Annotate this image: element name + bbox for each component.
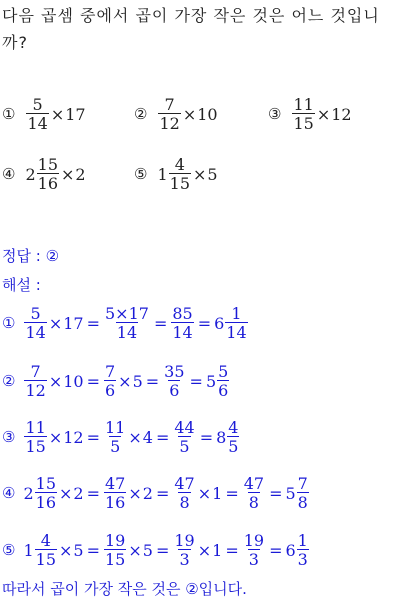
denominator: 6: [169, 381, 180, 400]
option-number: ⑤: [134, 165, 148, 183]
numerator: 35: [164, 362, 185, 381]
fraction: [225, 305, 247, 341]
denominator: 6: [218, 381, 229, 400]
numerator: 15: [35, 474, 56, 493]
fraction: [37, 156, 59, 192]
multiplier: 5: [142, 540, 153, 560]
fraction: [227, 419, 239, 455]
option-3[interactable]: [268, 96, 352, 132]
denominator: 16: [35, 493, 56, 512]
denominator: 14: [27, 114, 48, 133]
denominator: 14: [116, 323, 138, 342]
equals-sign: =: [189, 371, 203, 391]
fraction: [297, 532, 309, 568]
denominator: 3: [179, 550, 190, 569]
numerator: 19: [243, 531, 265, 550]
times-sign: ×: [59, 483, 73, 503]
whole-part: 1: [157, 164, 168, 184]
option-4[interactable]: [2, 156, 134, 192]
multiplier: 12: [331, 104, 352, 124]
fraction: [171, 305, 193, 341]
numerator: 7: [104, 362, 116, 381]
multiplier: 4: [142, 427, 153, 447]
denominator: 14: [226, 323, 247, 342]
fraction: [35, 475, 57, 511]
equals-sign: =: [145, 371, 160, 391]
options-row-1: [2, 96, 352, 132]
denominator: 16: [37, 174, 58, 193]
whole-part: 2: [25, 164, 36, 184]
fraction: [24, 305, 46, 341]
numerator: 7: [164, 95, 175, 114]
multiplier: 1: [212, 540, 223, 560]
equals-sign: =: [269, 483, 283, 503]
fraction: [158, 96, 180, 132]
times-sign: ×: [193, 164, 207, 184]
fraction: [104, 419, 126, 455]
whole-part: 6: [285, 540, 296, 560]
numerator: 5×17: [104, 304, 149, 323]
fraction: [104, 305, 150, 341]
multiplier: 17: [65, 104, 86, 124]
times-sign: ×: [50, 104, 65, 124]
multiplier: 10: [197, 104, 218, 124]
fraction: [173, 532, 195, 568]
denominator: 5: [179, 437, 190, 456]
times-sign: ×: [48, 371, 63, 391]
multiplier: 5: [132, 371, 143, 391]
denominator: 12: [25, 381, 46, 400]
fraction: [104, 363, 116, 399]
equals-sign: =: [199, 427, 214, 447]
numerator: 11: [104, 418, 126, 437]
option-number: ①: [2, 105, 16, 123]
fraction: [35, 532, 57, 568]
option-number: ③: [268, 105, 282, 123]
fraction: [104, 532, 126, 568]
multiplier: 5: [207, 164, 218, 184]
times-sign: ×: [61, 164, 75, 184]
fraction: [24, 419, 46, 455]
numerator: 44: [174, 418, 195, 437]
multiplier: 10: [63, 371, 84, 391]
numerator: 4: [40, 531, 51, 550]
equals-sign: =: [86, 483, 100, 503]
solution-3: [2, 419, 240, 455]
fraction: [297, 475, 309, 511]
option-number: ①: [2, 314, 16, 332]
numerator: 4: [228, 418, 239, 437]
denominator: 5: [110, 437, 121, 456]
equals-sign: =: [86, 313, 100, 333]
equals-sign: =: [197, 313, 212, 333]
option-number: ②: [2, 372, 16, 390]
solution-5: [2, 532, 310, 568]
denominator: 15: [169, 174, 190, 193]
numerator: 5: [218, 362, 229, 381]
numerator: 7: [297, 474, 308, 493]
numerator: 1: [231, 304, 242, 323]
fraction: [292, 96, 314, 132]
equals-sign: =: [155, 540, 170, 560]
denominator: 15: [25, 437, 46, 456]
numerator: 7: [30, 362, 41, 381]
numerator: 11: [293, 95, 314, 114]
times-sign: ×: [48, 427, 63, 447]
times-sign: ×: [59, 540, 73, 560]
whole-part: 2: [23, 483, 34, 503]
denominator: 15: [105, 550, 126, 569]
fraction: [163, 363, 185, 399]
denominator: 5: [228, 437, 239, 456]
question-text: 다음 곱셈 중에서 곱이 가장 작은 것은 어느 것입니까?: [2, 6, 380, 52]
times-sign: ×: [128, 540, 142, 560]
option-5[interactable]: [134, 156, 218, 192]
times-sign: ×: [128, 483, 142, 503]
whole-part: 5: [205, 371, 217, 391]
multiplier: 2: [73, 483, 84, 503]
times-sign: ×: [197, 483, 212, 503]
denominator: 14: [25, 323, 46, 342]
times-sign: ×: [316, 104, 331, 124]
multiplier: 17: [63, 313, 84, 333]
denominator: 15: [293, 114, 314, 133]
numerator: 47: [243, 474, 265, 493]
equals-sign: =: [225, 483, 239, 503]
numerator: 5: [30, 304, 41, 323]
numerator: 47: [174, 474, 195, 493]
equals-sign: =: [269, 540, 283, 560]
fraction: [243, 475, 265, 511]
solution-4: [2, 475, 310, 511]
denominator: 12: [159, 114, 180, 133]
numerator: 15: [37, 155, 58, 174]
numerator: 11: [25, 418, 46, 437]
fraction: [24, 363, 46, 399]
numerator: 19: [105, 531, 126, 550]
numerator: 85: [172, 304, 193, 323]
option-number: ④: [2, 484, 16, 502]
whole-part: 5: [285, 483, 296, 503]
times-sign: ×: [48, 313, 63, 333]
equals-sign: =: [86, 371, 100, 391]
option-number: ④: [2, 165, 16, 183]
equals-sign: =: [153, 313, 168, 333]
option-1[interactable]: [2, 96, 134, 132]
denominator: 8: [179, 493, 190, 512]
fraction: [173, 475, 195, 511]
denominator: 8: [297, 493, 308, 512]
numerator: 47: [105, 474, 126, 493]
multiplier: 5: [73, 540, 84, 560]
equals-sign: =: [225, 540, 239, 560]
times-sign: ×: [118, 371, 132, 391]
fraction: [217, 363, 229, 399]
denominator: 15: [35, 550, 56, 569]
solution-1: [2, 305, 249, 341]
numerator: 5: [32, 95, 43, 114]
equals-sign: =: [155, 483, 170, 503]
option-number: ③: [2, 428, 16, 446]
fraction: [243, 532, 265, 568]
denominator: 8: [248, 493, 259, 512]
whole-part: 1: [23, 540, 34, 560]
option-number: ②: [134, 105, 148, 123]
numerator: 19: [174, 531, 195, 550]
times-sign: ×: [197, 540, 212, 560]
times-sign: ×: [182, 104, 197, 124]
equals-sign: =: [155, 427, 170, 447]
denominator: 3: [248, 550, 259, 569]
whole-part: 6: [214, 313, 225, 333]
multiplier: 2: [75, 164, 86, 184]
fraction: [104, 475, 126, 511]
fraction: [173, 419, 195, 455]
equals-sign: =: [86, 540, 100, 560]
denominator: 14: [172, 323, 193, 342]
whole-part: 8: [216, 427, 227, 447]
multiplier: 2: [142, 483, 153, 503]
denominator: 6: [104, 381, 116, 400]
times-sign: ×: [128, 427, 142, 447]
denominator: 3: [297, 550, 308, 569]
explanation-label: 해설 :: [2, 276, 41, 294]
answer-label: 정답 : ②: [2, 247, 60, 265]
fraction: [169, 156, 191, 192]
option-2[interactable]: [134, 96, 268, 132]
solution-2: [2, 363, 230, 399]
options-row-2: [2, 156, 218, 192]
denominator: 16: [105, 493, 126, 512]
equals-sign: =: [86, 427, 100, 447]
numerator: 1: [297, 531, 308, 550]
multiplier: 1: [212, 483, 223, 503]
option-number: ⑤: [2, 541, 16, 559]
fraction: [26, 96, 48, 132]
conclusion-text: 따라서 곱이 가장 작은 것은 ②입니다.: [2, 580, 247, 598]
numerator: 4: [174, 155, 185, 174]
multiplier: 12: [63, 427, 84, 447]
